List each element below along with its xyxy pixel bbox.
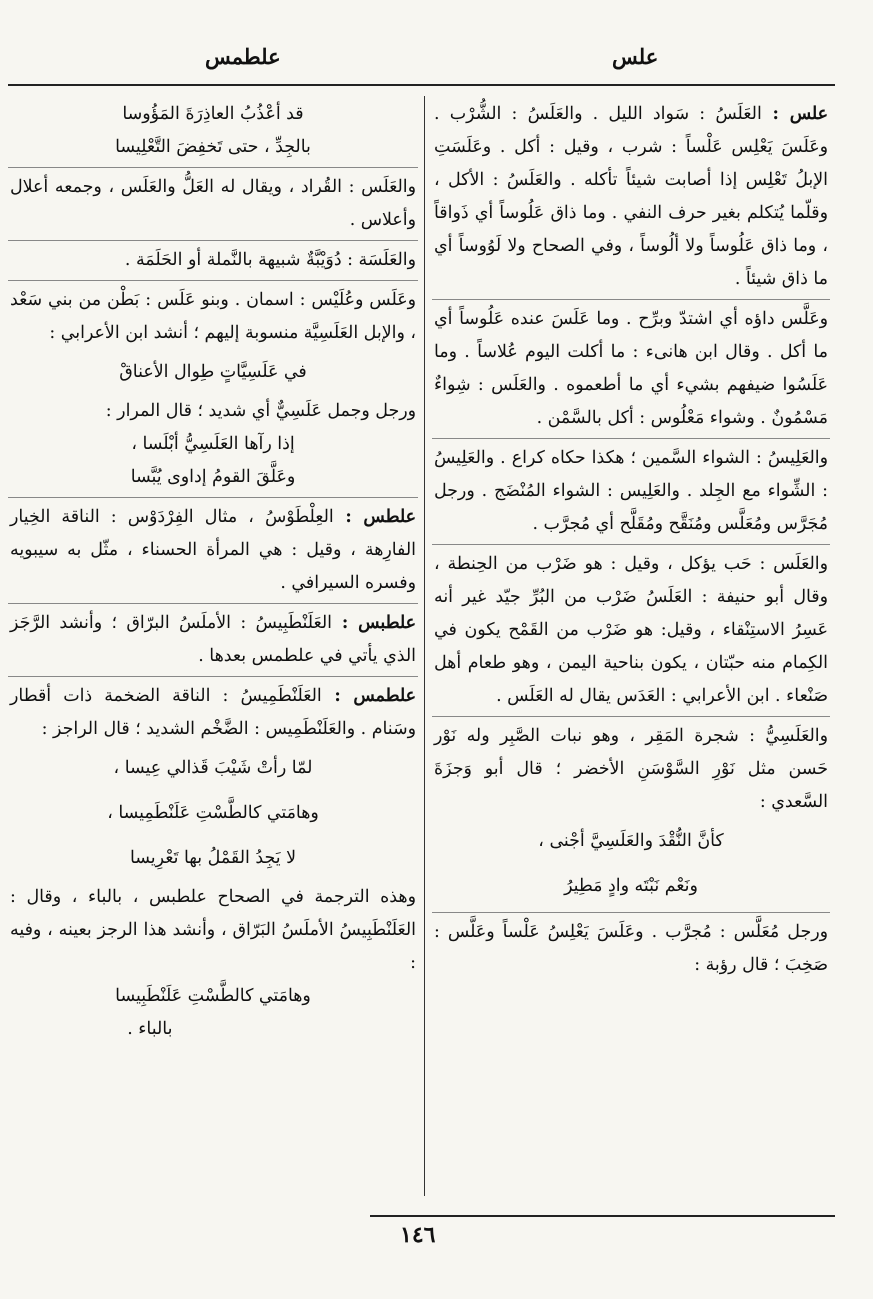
verse-line: في عَلَسِيَّاتٍ طِوال الأعناقْ [119, 362, 307, 382]
entry-text: وهذه الترجمة في الصحاح علطبس ، بالباء ، وقال : العَلَنْطَبِيسُ الأملَسُ البَرّاق ، وأنشد هذا الرجز بعينه ، وفيه : [10, 887, 416, 973]
entry-paragraph [8, 171, 418, 241]
verse-line: إذا رآها العَلَسِيُّ أبْلَسا ، [131, 434, 295, 454]
entry-body: والعَلَس : حَب يؤكل ، وقيل : هو ضَرْب من الحِنطة ، وقال أبو حنيفة : العَلَسُ ضَرْب من البُرِّ جيّد غير أنه عَسِرُ الاستِنْقاء ، وقيل: هو ضَرْب من القَمْح يكون في الكِمام منه حبّتان ، يكون بناحية اليمن ، وهو طعام أهل صَنْعاء . ابن الأعرابي : العَدَس يقال له العَلَس . [434, 554, 828, 706]
entry-paragraph [8, 284, 418, 498]
verse-line: بالجِدِّ ، حتى تَخفِضَ التَّعْلِيسا [115, 137, 311, 157]
entry-paragraph [432, 916, 830, 985]
entry-headword: علطبس : [332, 613, 416, 633]
entry-text: بالباء . [127, 1019, 173, 1039]
entry-body: العِلْطَوْسُ ، مثال الفِرْدَوْس : الناقة الخِيار الفارِهة ، وقيل : هي المرأة الحسناء ، مثّل به سيبويه وفسره السيرافي . [10, 507, 416, 593]
entry-text [434, 442, 828, 541]
entry-headword: علطمس : [321, 686, 416, 706]
entry-paragraph [432, 303, 830, 439]
entry-body: وعَلَّس داؤه أي اشتدّ وبرِّح . وما عَلَسَ عنده عَلُوساً أي ما أكل . وقال ابن هانىء : ما أكلت اليوم عُلاساً . وما عَلَسُوا ضيفهم بشيء أي ما أطعموه . والعَلَس : شِواءٌ مَسْمُونٌ . وشواء مَعْلُوس : أكل بالسَّمْن . [434, 309, 828, 428]
left-column [8, 98, 418, 1208]
entry-paragraph [8, 680, 418, 1049]
entry-body: وعَلَس وعُلَيْس : اسمان . وبنو عَلَس : بَطْن من بني سَعْد ، والإبل العَلَسِيَّة منسوبة إليهم ؛ أنشد ابن الأعرابي : [10, 290, 416, 343]
entry-body: والعَلَسِيُّ : شجرة المَقِر ، وهو نبات الصَّبِر وله نَوْر حَسن مثل نَوْرِ السَّوْسَنِ الأخضر ؛ قال أبو وَجزَةَ السَّعدي : [434, 726, 828, 812]
entry-paragraph [8, 501, 418, 604]
entry-text [10, 501, 416, 600]
entry-body: العَلَنْطَبِيسُ : الأملَسُ البرّاق ؛ وأنشد الرَّجَز الذي يأتي في علطمس بعدها . [10, 613, 416, 666]
entry-text [434, 916, 828, 982]
verse-line: لا يَجِدُ القَمْلُ بها تَعْرِيسا [129, 848, 296, 868]
header-rule [8, 84, 835, 86]
verse-line: ونَعْم نَبْتَه وادٍ مَطِيرُ [564, 876, 698, 896]
footer-rule [370, 1215, 835, 1217]
verse-line: وعَلَّقَ القومُ إداوى يُبَّسا [130, 467, 296, 487]
entry-body: والعَلَسَة : دُوَيْبَّةٌ شبيهة بالنَّملة أو الحَلَمَة . [124, 250, 416, 270]
entry-body: والعَلِيسُ : الشواء السَّمين ؛ هكذا حكاه كراع . والعَلِيسُ : الشِّواء مع الجِلد . والعَلِيس : الشواء المُنْضَج . ورجل مُجَرَّس ومُعَلَّس ومُنَقَّح ومُقَلَّح أي مُجرَّب . [434, 448, 828, 534]
entry-paragraph [8, 607, 418, 677]
entry-text [434, 548, 828, 713]
entry-text [10, 244, 416, 277]
entry-paragraph [8, 244, 418, 281]
entry-body: ورجل مُعَلَّس : مُجرَّب . وعَلَسَ يَعْلِسُ عَلْساً وعَلَّس : صَخِبَ ؛ قال رؤبة : [434, 922, 828, 975]
entry-paragraph [432, 548, 830, 717]
verse-line: قد أعْذُبُ العاذِرَةَ المَؤُوسا [122, 104, 304, 124]
opening-verse-block [8, 98, 418, 168]
entry-text [10, 607, 416, 673]
entry-text [10, 171, 416, 237]
entry-body: العَلَسُ : سَواد الليل . والعَلَسُ : الشُّرْب . وعَلَسَ يَعْلِس عَلْساً : شرب ، وقيل : أكل . وعَلَسَتِ الإبلُ تَعْلِس إذا أصابت شيئاً تأكله . والعَلَسُ : الأكل ، وقلّما يُتكلم بغير حرف النفي . وما ذاق عَلُوساً أي ذَواقاً ، وما ذاق عَلُوساً ولا ألُوساً ، وفي الصحاح ولا لَوُوساً أي ما ذاق شيئاً . [434, 104, 828, 289]
verse-line: كأنَّ النُّقْدَ والعَلَسِيَّ أجْنى ، [538, 831, 724, 851]
verse-line: وهامَتي كالطَّسْتِ عَلَنْطَبِيسا [115, 986, 311, 1006]
verse-line: لمّا رأتْ شَيْبَ قَذالي عِيسا ، [113, 758, 313, 778]
entry-paragraph [432, 98, 830, 300]
right-column [432, 98, 830, 1208]
entry-text [10, 284, 416, 350]
entry-body: العَلَنْطَمِيسُ : الناقة الضخمة ذات أقطار وسَنام . والعَلَنْطَمِيس : الضَّخْم الشديد ؛ قال الراجز : [10, 686, 416, 739]
entry-paragraph [432, 442, 830, 545]
entry-text [10, 680, 416, 746]
entry-body: والعَلَس : القُراد ، ويقال له العَلُّ والعَلَس ، وجمعه أعلال وأعلاس . [10, 177, 416, 230]
header-left-word: علطمس [205, 44, 281, 69]
entry-text [434, 303, 828, 435]
entry-paragraph [432, 720, 830, 913]
entry-headword: علس : [761, 104, 828, 124]
page-number: ١٤٦ [400, 1222, 436, 1248]
entry-headword: علطس : [333, 507, 416, 527]
entry-text [434, 720, 828, 819]
column-divider [424, 96, 425, 1196]
entry-text [434, 98, 828, 296]
verse-line: وهامَتي كالطَّسْتِ عَلَنْطَمِيسا ، [107, 803, 319, 823]
header-right-word: علس [612, 44, 659, 69]
entry-text: ورجل وجمل عَلَسِيٌّ أي شديد ؛ قال المرار : [105, 401, 416, 421]
